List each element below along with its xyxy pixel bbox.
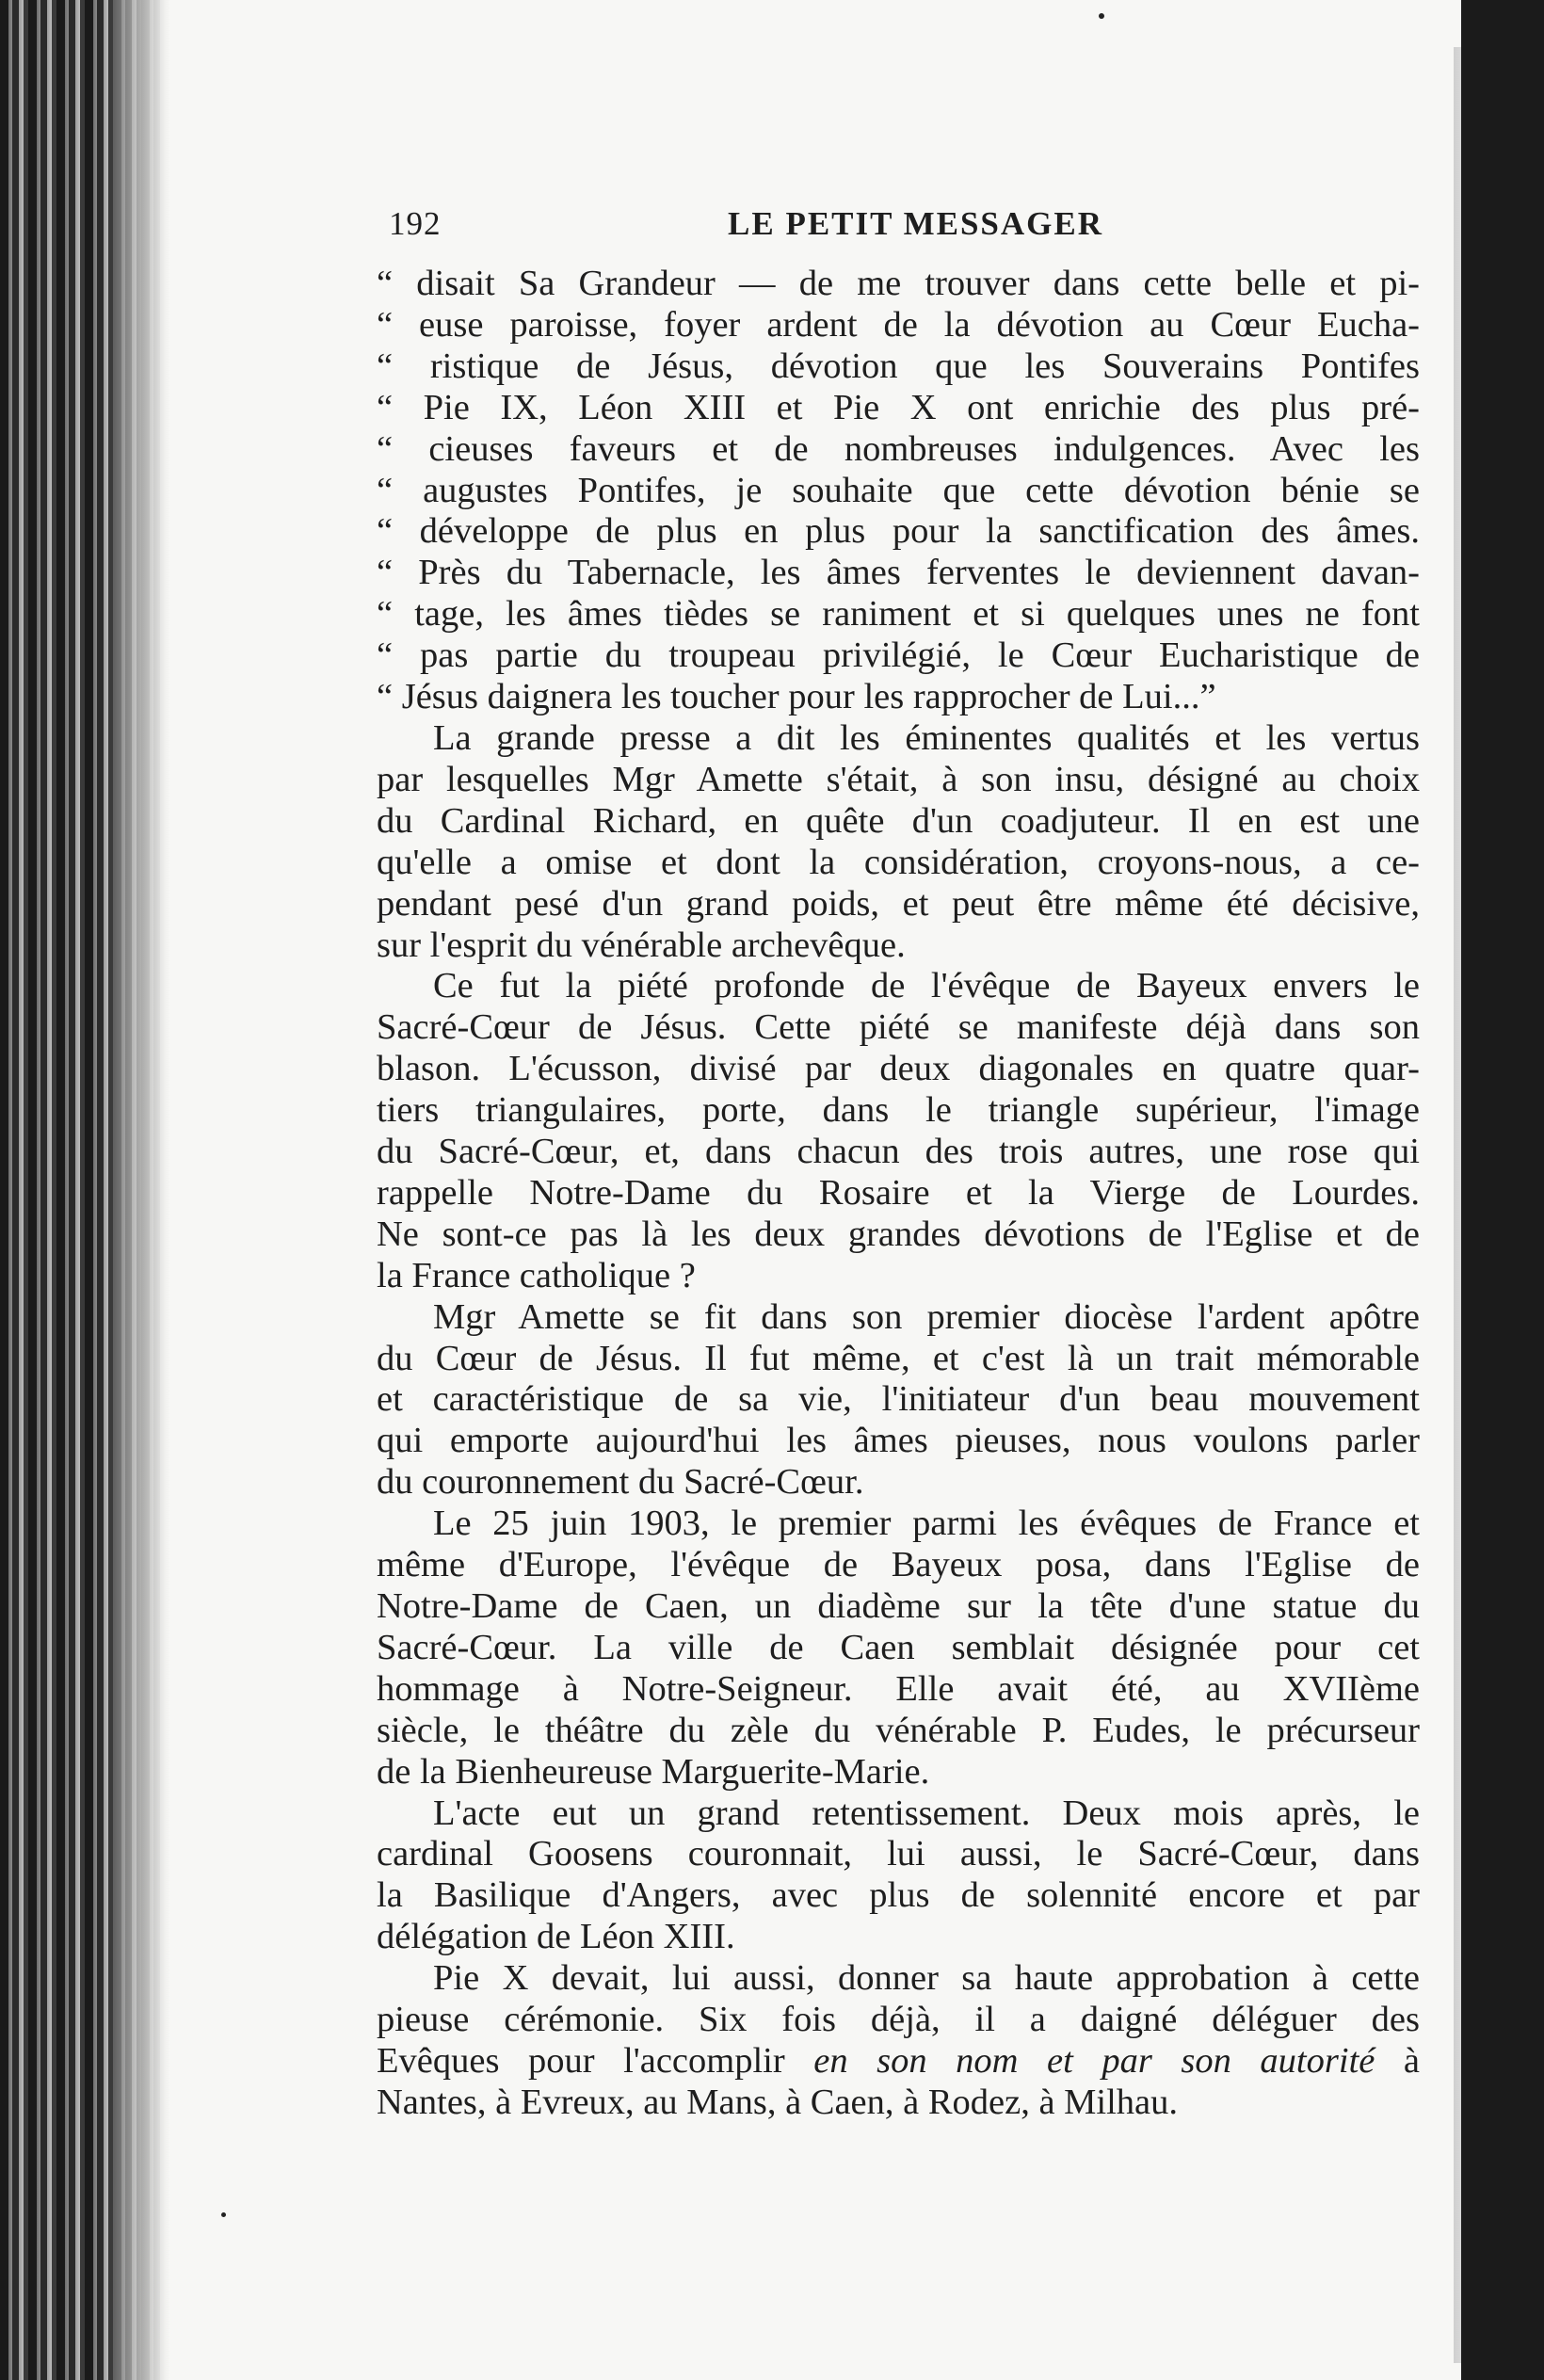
text-line: délégation de Léon XIII. bbox=[377, 1917, 735, 1957]
text-line: Le 25 juin 1903, le premier parmi les évêques de France et bbox=[433, 1504, 1420, 1544]
paragraph bbox=[377, 1504, 1420, 1793]
paragraph bbox=[377, 966, 1420, 1296]
text-line: Ce fut la piété profonde de l'évêque de Bayeux envers le bbox=[433, 966, 1420, 1006]
quote-line: “ ristique de Jésus, dévotion que les Souverains Pontifes bbox=[377, 346, 1420, 386]
text-line: pieuse cérémonie. Six fois déjà, il a daigné déléguer des bbox=[377, 2000, 1420, 2040]
quote-block bbox=[377, 264, 1420, 718]
text-line: blason. L'écusson, divisé par deux diagonales en quatre quar- bbox=[377, 1049, 1420, 1089]
text-line: rappelle Notre-Dame du Rosaire et la Vierge de Lourdes. bbox=[377, 1172, 1420, 1213]
text-line: Notre-Dame de Caen, un diadème sur la tête d'une statue du bbox=[377, 1586, 1420, 1626]
text-segment: à bbox=[1403, 2040, 1421, 2081]
text-line: du Cardinal Richard, en quête d'un coadjuteur. Il en est une bbox=[377, 800, 1420, 841]
italic-phrase: en son nom et par son autorité bbox=[813, 2040, 1375, 2081]
text-line: sur l'esprit du vénérable archevêque. bbox=[377, 925, 906, 965]
text-line: et caractéristique de sa vie, l'initiateur d'un beau mouvement bbox=[377, 1379, 1420, 1420]
quote-line: “ tage, les âmes tièdes se raniment et si quelques unes ne font bbox=[377, 594, 1420, 635]
text-line: qui emporte aujourd'hui les âmes pieuses, nous voulons parler bbox=[377, 1421, 1420, 1461]
text-segment: Evêques pour l'accomplir bbox=[377, 2040, 785, 2081]
quote-line: “ Pie IX, Léon XIII et Pie X ont enrichie des plus pré- bbox=[377, 387, 1420, 427]
text-line: du couronnement du Sacré-Cœur. bbox=[377, 1462, 864, 1503]
text-line: Pie X devait, lui aussi, donner sa haute approbation à cette bbox=[433, 1958, 1420, 1999]
spine-shadow bbox=[113, 0, 169, 2380]
text-line: Nantes, à Evreux, au Mans, à Caen, à Rodez, à Milhau. bbox=[377, 2082, 1179, 2122]
speck bbox=[1099, 13, 1104, 19]
quote-line: “ développe de plus en plus pour la sanctification des âmes. bbox=[377, 511, 1420, 552]
running-title: LE PETIT MESSAGER bbox=[728, 205, 1104, 242]
text-line: siècle, le théâtre du zèle du vénérable P. Eudes, le précurseur bbox=[377, 1710, 1420, 1750]
right-dark-edge bbox=[1461, 0, 1544, 2380]
text-line: Sacré-Cœur. La ville de Caen semblait désignée pour cet bbox=[377, 1627, 1420, 1667]
text-line: cardinal Goosens couronnait, lui aussi, le Sacré-Cœur, dans bbox=[377, 1834, 1420, 1874]
text-line: hommage à Notre-Seigneur. Elle avait été, au XVIIème bbox=[377, 1668, 1420, 1709]
speck bbox=[221, 2212, 226, 2217]
paragraph bbox=[377, 1958, 1420, 2124]
quote-line: “ euse paroisse, foyer ardent de la dévotion au Cœur Eucha- bbox=[377, 304, 1420, 345]
text-line bbox=[377, 2041, 1420, 2082]
quote-line: “ pas partie du troupeau privilégié, le Cœur Eucharistique de bbox=[377, 635, 1420, 676]
text-line: pendant pesé d'un grand poids, et peut être même été décisive, bbox=[377, 883, 1420, 924]
quote-line: “ Près du Tabernacle, les âmes ferventes le deviennent davan- bbox=[377, 553, 1420, 593]
body-text bbox=[377, 264, 1420, 2124]
paragraph bbox=[377, 1297, 1420, 1504]
quote-line: “ cieuses faveurs et de nombreuses indulgences. Avec les bbox=[377, 428, 1420, 469]
text-line: Ne sont-ce pas là les deux grandes dévotions de l'Eglise et de bbox=[377, 1214, 1420, 1254]
quote-line: “ disait Sa Grandeur — de me trouver dans cette belle et pi- bbox=[377, 264, 1420, 303]
text-line: la France catholique ? bbox=[377, 1255, 696, 1295]
text-line: La grande presse a dit les éminentes qualités et les vertus bbox=[433, 717, 1420, 758]
quote-line: “ augustes Pontifes, je souhaite que cette dévotion bénie se bbox=[377, 470, 1420, 510]
paragraph bbox=[377, 1793, 1420, 1959]
text-line: par lesquelles Mgr Amette s'était, à son insu, désigné au choix bbox=[377, 759, 1420, 799]
text-line: L'acte eut un grand retentissement. Deux mois après, le bbox=[433, 1793, 1420, 1833]
text-line: la Basilique d'Angers, avec plus de solennité encore et par bbox=[377, 1875, 1420, 1916]
text-line: de la Bienheureuse Marguerite-Marie. bbox=[377, 1751, 930, 1792]
text-line: Mgr Amette se fit dans son premier diocèse l'ardent apôtre bbox=[433, 1296, 1420, 1337]
paragraph bbox=[377, 718, 1420, 966]
text-line: du Sacré-Cœur, et, dans chacun des trois autres, une rose qui bbox=[377, 1132, 1420, 1172]
text-line: même d'Europe, l'évêque de Bayeux posa, dans l'Eglise de bbox=[377, 1545, 1420, 1585]
text-line: du Cœur de Jésus. Il fut même, et c'est là un trait mémorable bbox=[377, 1338, 1420, 1378]
text-line: qu'elle a omise et dont la considération, croyons-nous, a ce- bbox=[377, 842, 1420, 882]
text-line: tiers triangulaires, porte, dans le triangle supérieur, l'image bbox=[377, 1090, 1420, 1131]
page-number: 192 bbox=[389, 205, 442, 242]
quote-line: “ Jésus daignera les toucher pour les rapprocher de Lui...” bbox=[377, 677, 1216, 717]
page-header bbox=[389, 205, 1104, 256]
text-line: Sacré-Cœur de Jésus. Cette piété se manifeste déjà dans son bbox=[377, 1007, 1420, 1048]
